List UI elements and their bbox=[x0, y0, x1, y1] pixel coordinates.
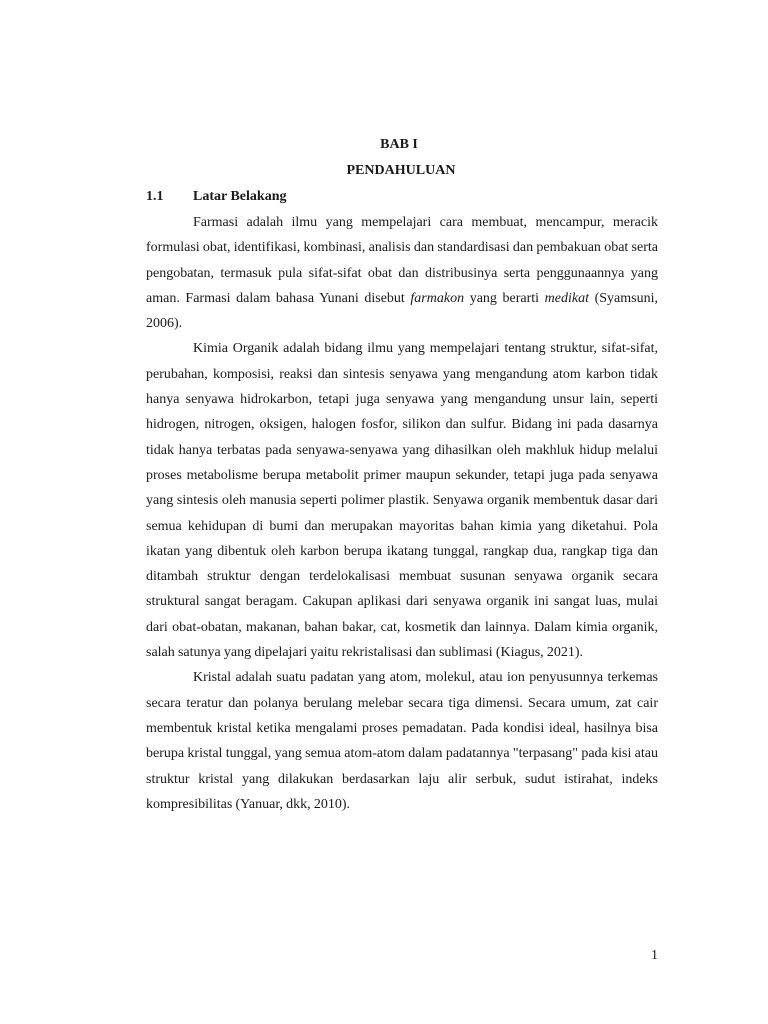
paragraph-text: (Syamsuni, 2006). bbox=[146, 290, 658, 332]
paragraph-kimia-organik: Kimia Organik adalah bidang ilmu yang mempelajari tentang struktur, sifat-sifat, perubahan, komposisi, reaksi dan sintesis senyawa yang mengandung atom karbon tidak hanya senyawa hidrokarbon, tetapi juga senyawa yang mengandung unsur lain, seperti hidrogen, nitrogen, oksigen, halogen fosfor, silikon dan sulfur. Bidang ini pada dasarnya tidak hanya terbatas pada senyawa-senyawa yang dihasilkan oleh makhluk hidup melalui proses metabolisme berupa metabolit primer maupun sekunder, tetapi juga pada senyawa yang sintesis oleh manusia seperti polimer plastik. Senyawa organik membentuk dasar dari semua kehidupan di bumi dan merupakan mayoritas bahan kimia yang diketahui. Pola ikatan yang dibentuk oleh karbon berupa ikatang tunggal, rangkap dua, rangkap tiga dan ditambah struktur dengan terdelokalisasi membuat susunan senyawa organik secara struktural sangat beragam. Cakupan aplikasi dari senyawa organik ini sangat luas, mulai dari obat-obatan, makanan, bahan bakar, cat, kosmetik dan lainnya. Dalam kimia organik, salah satunya yang dipelajari yaitu rekristalisasi dan sublimasi (Kiagus, 2021). bbox=[146, 341, 658, 661]
page-number: 1 bbox=[651, 948, 658, 963]
chapter-number: BAB I bbox=[380, 137, 418, 152]
body-text bbox=[146, 210, 658, 817]
paragraph-text: yang berarti bbox=[464, 290, 545, 306]
italic-term: medikat bbox=[544, 290, 589, 306]
chapter-title: PENDAHULUAN bbox=[346, 163, 456, 178]
section-title: Latar Belakang bbox=[193, 189, 287, 204]
paragraph-kristal: Kristal adalah suatu padatan yang atom, molekul, atau ion penyusunnya terkemas secara teratur dan polanya berulang melebar secara tiga dimensi. Secara umum, zat cair membentuk kristal ketika mengalami proses pemadatan. Pada kondisi ideal, hasilnya bisa berupa kristal tunggal, yang semua atom-atom dalam padatannya "terpasang" pada kisi atau struktur kristal yang dilakukan berdasarkan laju alir serbuk, sudut istirahat, indeks kompresibilitas (Yanuar, dkk, 2010). bbox=[146, 670, 658, 812]
italic-term: farmakon bbox=[410, 290, 465, 306]
paragraph-text: Farmasi adalah ilmu yang mempelajari cara membuat, mencampur, meracik formulasi obat, identifikasi, kombinasi, analisis dan standardisasi dan pembakuan obat serta pengobatan, termasuk pula sifat-sifat obat dan distribusinya serta penggunaannya yang aman. Farmasi dalam bahasa Yunani disebut bbox=[146, 215, 658, 306]
section-number: 1.1 bbox=[146, 189, 164, 204]
paragraph-farmasi bbox=[146, 210, 658, 336]
section-heading bbox=[146, 187, 286, 207]
